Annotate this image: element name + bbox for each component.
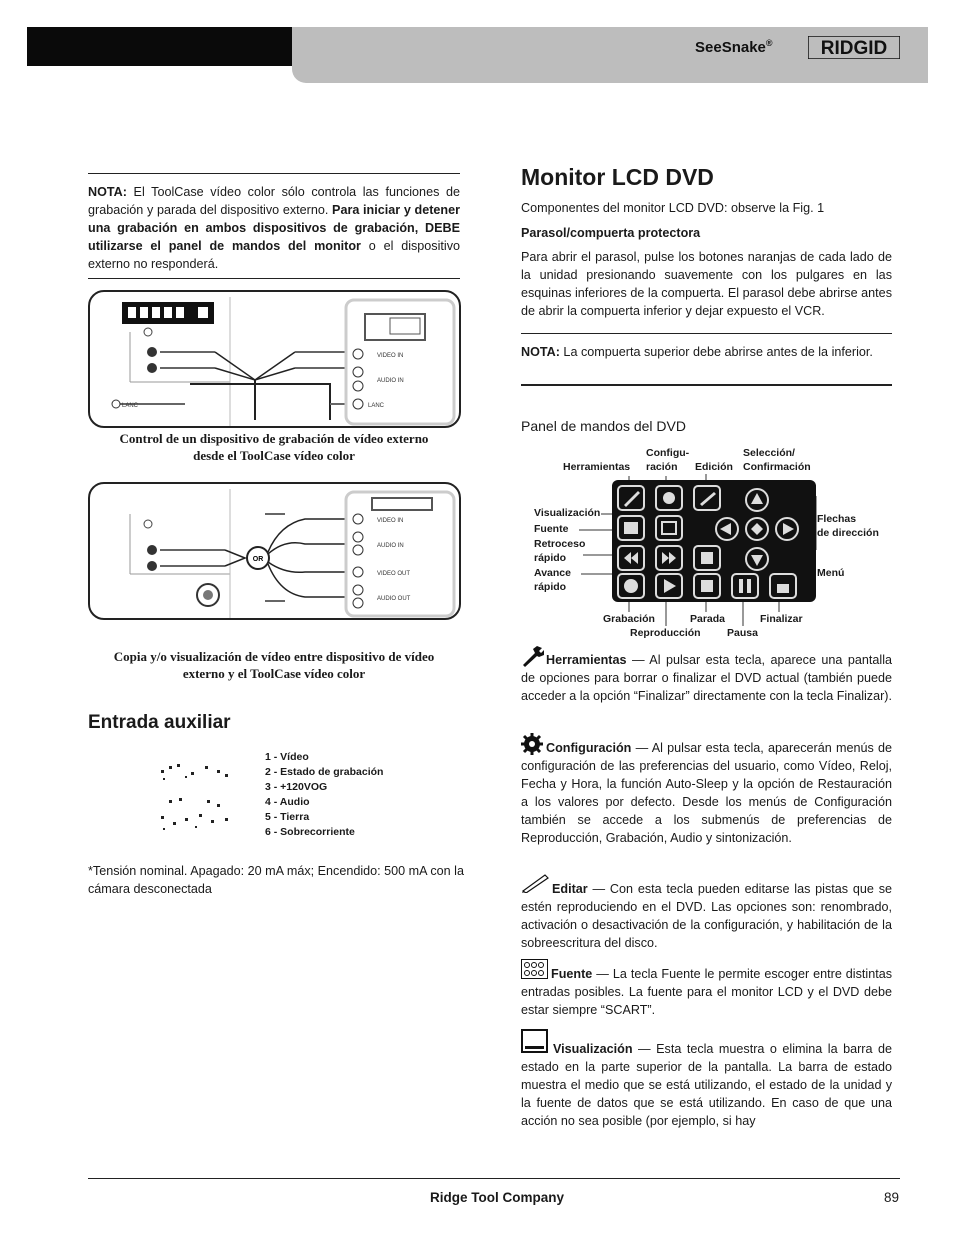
key-configuracion-desc: Configuración — Al pulsar esta tecla, aparecerán menús de configuración de las preferencias del usuario, como Vídeo, Reloj, Fecha y Hora, la función Auto-Sleep y la opción de Restauración a los valores por defecto. Desde los menús de Configuración también se accede a los submenús de preferencias de Reproducción, Grabación, Audio y sintonización.: [521, 741, 892, 845]
label-retroceso: Retroceso rápido: [534, 538, 586, 564]
svg-text:AUDIO OUT: AUDIO OUT: [377, 596, 411, 602]
svg-text:RIDGID: RIDGID: [820, 38, 888, 59]
label-grabacion: Grabación: [603, 613, 655, 625]
header-black-band: [27, 27, 292, 66]
aux-input-heading: Entrada auxiliar: [88, 712, 231, 733]
label-finalizar: Finalizar: [760, 613, 803, 625]
control-panel-title: Panel de mandos del DVD: [521, 418, 686, 434]
svg-text:VIDEO IN: VIDEO IN: [377, 353, 404, 359]
tension-note: *Tensión nominal. Apagado: 20 mA máx; Encendido: 500 mA con la cámara desconectada: [88, 864, 464, 896]
svg-text:AUDIO IN: AUDIO IN: [377, 378, 404, 384]
dvd-control-panel: [612, 480, 816, 602]
note2-bottom-rule: [521, 384, 892, 386]
recording-note: NOTA: El ToolCase vídeo color sólo controla las funciones de grabación y parada del dispositivo externo. Para iniciar y detener una grabación en ambos dispositivos de grabación, DEBE utilizarse el panel de mandos del monitor o el dispositivo externo no responderá.: [88, 185, 461, 271]
svg-text:LANC: LANC: [368, 403, 385, 409]
recording-control-diagram: [88, 290, 461, 428]
label-menu: Menú: [817, 567, 845, 579]
ridgid-logo: [808, 36, 900, 59]
key-visualizacion-desc: Visualización — Esta tecla muestra o elimina la barra de estado en la parte superior de la pantalla. La barra de estado muestra el medio que se está utilizando, el estado de la unidad y la fuente de datos que se está utilizando. En caso de que una acción no sea posible (por ejemplo, si hay: [521, 1042, 892, 1128]
video-copy-diagram: [88, 482, 461, 620]
parasol-heading: Parasol/compuerta protectora: [521, 226, 701, 240]
label-parada: Parada: [690, 613, 726, 625]
gate-note: NOTA: La compuerta superior debe abrirse antes de la inferior.: [521, 345, 873, 359]
label-edicion: Edición: [695, 461, 733, 473]
page-title: Monitor LCD DVD: [521, 164, 714, 190]
header-grey-tab: [292, 66, 928, 83]
page-number: 89: [884, 1190, 900, 1205]
label-avance: Avance rápido: [534, 567, 571, 593]
aux-connector-pinout-drawing: [155, 760, 235, 835]
svg-text:VIDEO IN: VIDEO IN: [377, 518, 404, 524]
parasol-text: Para abrir el parasol, pulse los botones naranjas de cada lado de la unidad presionando suavemente con los pulgares en las esquinas inferiores de la compuerta. El parasol debe abrirse antes de abrir la compuerta inferior y dejar expuesto el VCR.: [521, 250, 892, 318]
svg-text:VIDEO OUT: VIDEO OUT: [377, 571, 411, 577]
label-fuente: Fuente: [534, 523, 569, 535]
pin-item: 6 - Sobrecorriente: [265, 826, 355, 838]
key-fuente-desc: Fuente — La tecla Fuente le permite escoger entre distintas entradas posibles. La fuente para el monitor LCD y el DVD debe estar siempre “SCART”.: [521, 967, 892, 1017]
label-pausa: Pausa: [727, 627, 758, 639]
pin-item: 3 - +120VOG: [265, 781, 328, 793]
footer-company: Ridge Tool Company: [430, 1190, 564, 1205]
dvd-keypad-drawing: [612, 480, 816, 602]
label-configuracion: Configu- ración: [646, 447, 690, 473]
aux-pin-list: [265, 750, 383, 840]
note-bottom-rule: [88, 278, 460, 279]
pin-item: 1 - Vídeo: [265, 751, 309, 763]
footer-rule: [88, 1178, 900, 1179]
diagram1-caption: Control de un dispositivo de grabación de vídeo externo desde el ToolCase vídeo color: [119, 431, 429, 463]
note2-top-rule: [521, 333, 892, 334]
label-reproduccion: Reproducción: [630, 627, 701, 639]
label-herramientas: Herramientas: [563, 461, 631, 473]
svg-text:LANC: LANC: [122, 403, 139, 409]
product-name: SeeSnake®: [695, 38, 773, 56]
pin-item: 2 - Estado de grabación: [265, 766, 384, 778]
note-top-rule: [88, 173, 460, 174]
recording-diagram-drawing: [90, 292, 459, 426]
copy-diagram-drawing: [90, 484, 459, 618]
label-flechas: Flechas de dirección: [817, 513, 879, 539]
pin-item: 5 - Tierra: [265, 811, 310, 823]
svg-text:OR: OR: [252, 556, 264, 563]
label-seleccion: Selección/ Confirmación: [743, 447, 811, 473]
intro-text: Componentes del monitor LCD DVD: observe la Fig. 1: [521, 201, 825, 215]
pin-item: 4 - Audio: [265, 796, 310, 808]
key-editar-desc: Editar — Con esta tecla pueden editarse las pistas que se estén reproduciendo en el DVD. Las opciones son: renombrado, activación o desactivación de la configuración, y habilitación de la sobreescritura del disco.: [521, 882, 892, 950]
key-herramientas-desc: Herramientas — Al pulsar esta tecla, aparece una pantalla de opciones para borrar o finalizar el DVD actual (también puede acceder a la opción “Finalizar” directamente con la tecla Finalizar).: [521, 653, 892, 703]
svg-text:AUDIO IN: AUDIO IN: [377, 543, 404, 549]
diagram2-caption: Copia y/o visualización de vídeo entre dispositivo de vídeo externo y el ToolCase vídeo color: [113, 649, 435, 681]
label-visualizacion: Visualización: [534, 507, 601, 519]
